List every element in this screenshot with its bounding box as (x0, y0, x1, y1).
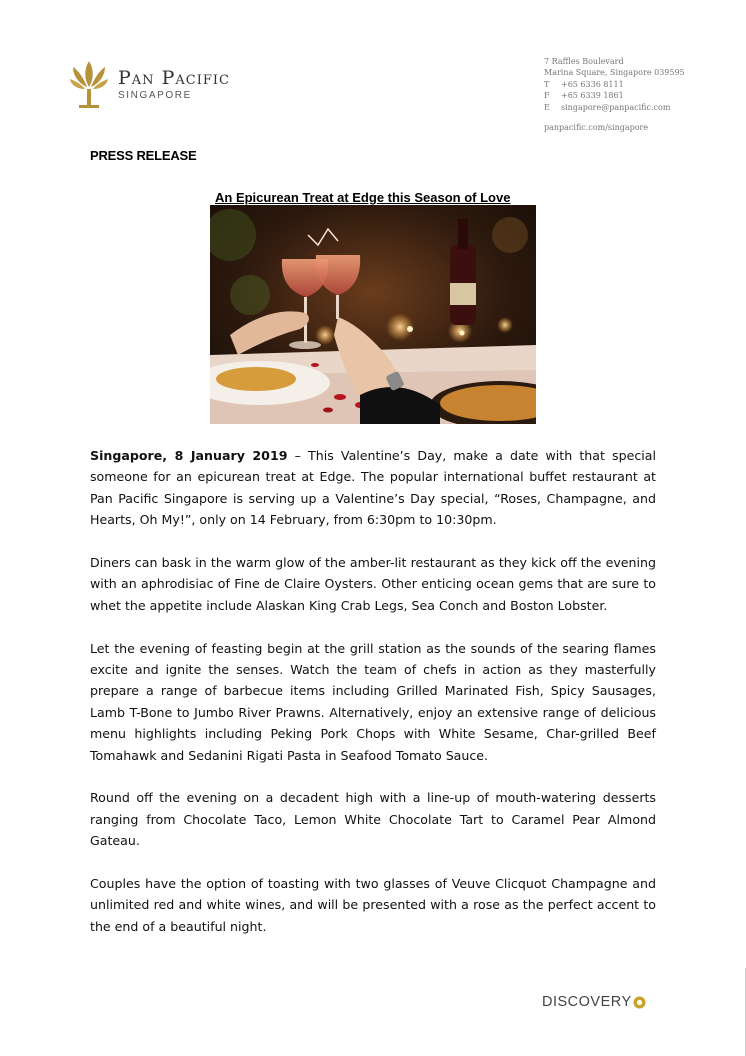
brand-name: Pan Pacific (118, 67, 230, 89)
phone-number: +65 6336 8111 (561, 79, 624, 89)
paragraph-grill: Let the evening of feasting begin at the grill station as the sounds of the searing flames excite and ignite the senses. Watch the team of chefs in action as they masterfully prepare a range of barbecue items including Grilled Marinated Fish, Spicy Sausages, Lamb T-Bone to Jumbo River Prawns. Alternatively, enjoy an extensive range of delicious menu highlights including Peking Pork Chops with White Sesame, Char-grilled Beef Tomahawk and Sedanini Rigati Pasta in Seafood Tomato Sauce. (90, 640, 656, 763)
palm-leaf-icon (70, 57, 108, 109)
fax-number: +65 6339 1861 (561, 91, 624, 101)
paragraph-desserts: Round off the evening on a decadent high with a line-up of mouth-watering desserts ranging from Chocolate Taco, Lemon White Chocolate Tart to Caramel Pear Almond Gateau. (90, 790, 656, 849)
email-line (544, 102, 685, 113)
paragraph-champagne: Couples have the option of toasting with two glasses of Veuve Clicquot Champagne and unlimited red and white wines, and will be presented with a rose as the perfect accent to the end of a beautiful night. (90, 876, 656, 934)
fax-label: F (544, 91, 550, 101)
website-link[interactable]: panpacific.com/singapore (544, 123, 649, 133)
address-line-text: Marina Square, Singapore 039595 (544, 68, 685, 78)
address-line (544, 56, 685, 67)
email-label: E (544, 102, 550, 112)
address-block (544, 56, 685, 133)
headline: An Epicurean Treat at Edge this Season of Love (215, 190, 511, 205)
phone-line (544, 79, 685, 90)
article-body (90, 445, 656, 959)
discovery-logo (542, 994, 646, 1010)
address-line (544, 67, 685, 78)
paragraph-intro (90, 445, 656, 531)
email-address[interactable]: singapore@panpacific.com (561, 102, 671, 112)
paragraph-oysters: Diners can bask in the warm glow of the amber-lit restaurant as they kick off the evening with an aphrodisiac of Fine de Claire Oysters. Other enticing ocean gems that are sure to whet the appetite include Alaskan King Crab Legs, Sea Conch and Boston Lobster. (90, 555, 656, 613)
pan-pacific-logo (70, 57, 230, 109)
phone-label: T (544, 79, 550, 89)
brand-location: SINGAPORE (118, 90, 192, 101)
fax-line (544, 90, 685, 101)
dateline: Singapore, 8 January 2019 (90, 448, 288, 463)
discovery-logo-text: DISCOVERY (542, 994, 632, 1010)
paragraph-intro-text: – This Valentine’s Day, make a date with that special someone for an epicurean treat at Edge. The popular international buffet restaurant at Pan Pacific Singapore is serving up a Valentine’s Day special, “Roses, Champagne, and Hearts, Oh My!”, only on 14 February, from 6:30pm to 10:30pm. (90, 448, 656, 528)
discovery-mark-icon (633, 996, 646, 1009)
valentine-dinner-photo (210, 205, 536, 424)
press-release-label: PRESS RELEASE (90, 148, 197, 163)
address-line-text: 7 Raffles Boulevard (544, 57, 624, 66)
